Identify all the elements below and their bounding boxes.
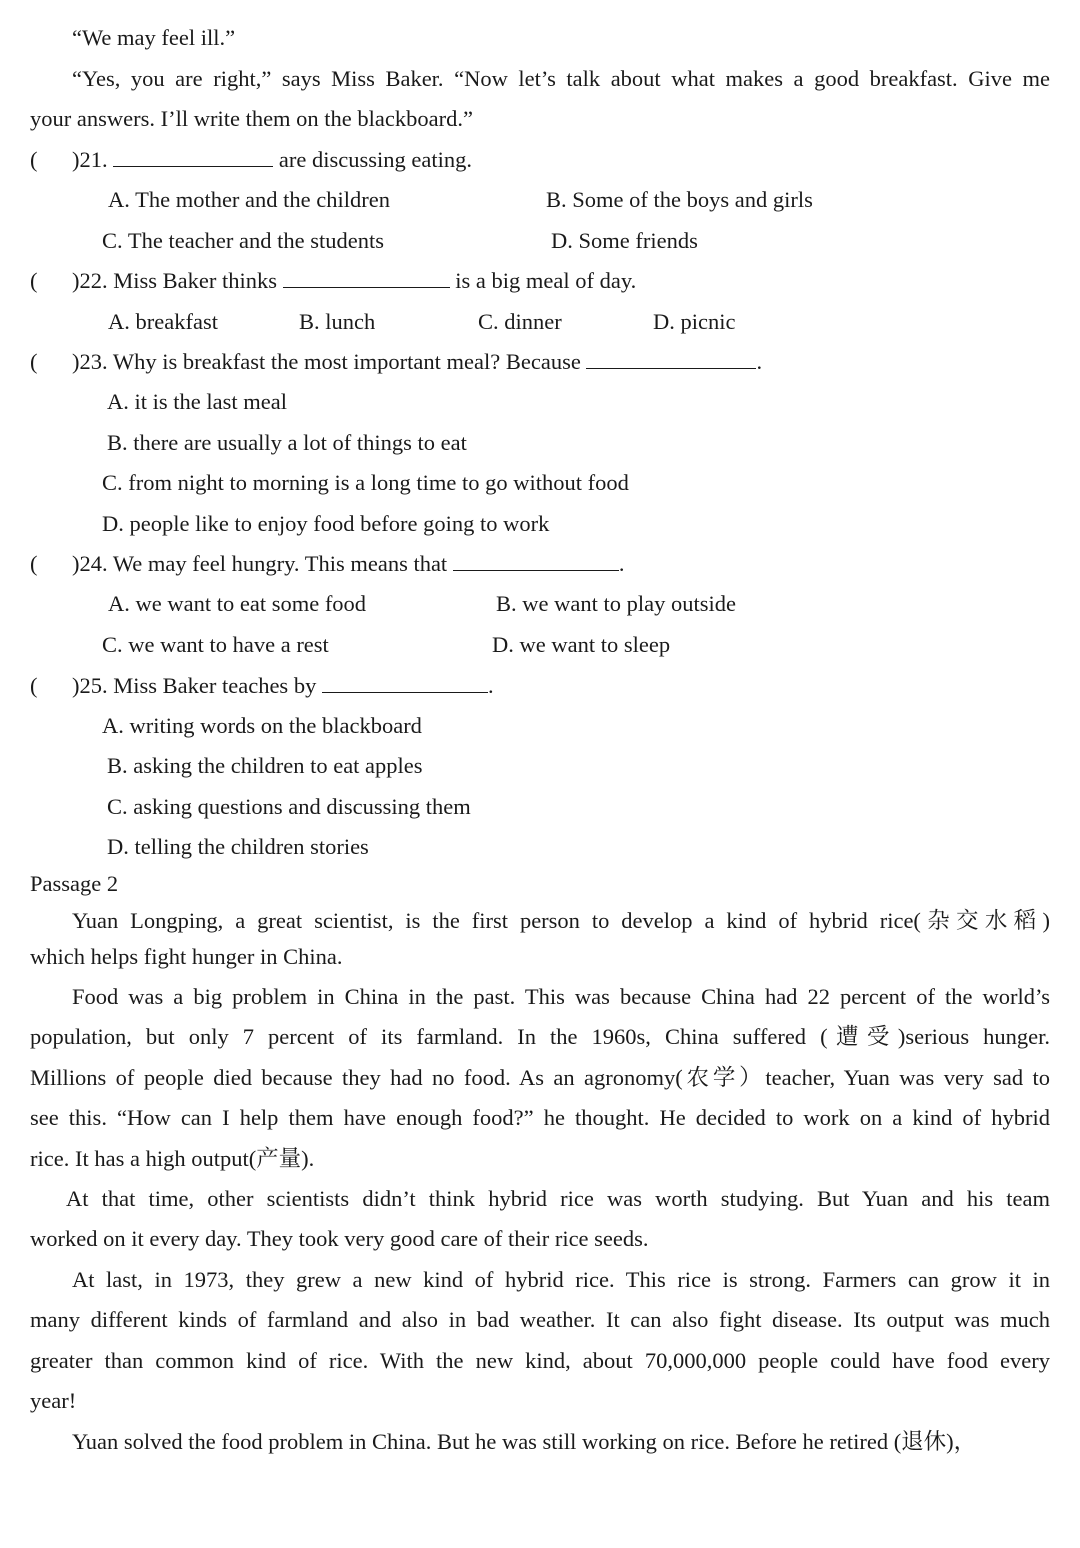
question-stem: )23. Why is breakfast the most important meal? Because — [72, 349, 581, 374]
paragraph-line: Yuan solved the food problem in China. But he was still working on rice. Before he retired (退休)， — [72, 1429, 977, 1454]
question-stem: )21. — [72, 147, 108, 172]
question-stem-tail: . — [756, 349, 763, 374]
option: D. we want to sleep — [492, 632, 671, 657]
answer-paren: ( — [30, 268, 38, 293]
question-stem-tail: are discussing eating. — [278, 147, 472, 172]
paragraph-line: see this. “How can I help them have enough food?” he thought. He decided to work on a kind of hybrid — [30, 1105, 1050, 1130]
passage-title: Passage 2 — [30, 871, 119, 896]
option: D. Some friends — [551, 228, 698, 253]
paragraph-line: Food was a big problem in China in the past. This was because China had 22 percent of the world’s — [72, 984, 1050, 1009]
option: D. telling the children stories — [107, 834, 369, 859]
option: A. The mother and the children — [108, 187, 390, 212]
option: C. we want to have a rest — [102, 632, 329, 657]
question-21 — [72, 146, 472, 174]
option: B. Some of the boys and girls — [546, 187, 813, 212]
paragraph-line: year! — [30, 1388, 77, 1413]
paragraph-line: population, but only 7 percent of its farmland. In the 1960s, China suffered (遭受)serious hunger. — [30, 1024, 1050, 1049]
option: B. there are usually a lot of things to eat — [107, 430, 467, 455]
question-stem: )24. We may feel hungry. This means that — [72, 551, 448, 576]
option: C. The teacher and the students — [102, 228, 384, 253]
question-22 — [72, 267, 636, 295]
option: D. people like to enjoy food before going to work — [102, 511, 550, 536]
paragraph-line: At last, in 1973, they grew a new kind of hybrid rice. This rice is strong. Farmers can grow it in — [72, 1267, 1050, 1292]
question-25 — [72, 672, 494, 700]
answer-blank[interactable] — [586, 350, 756, 369]
answer-blank[interactable] — [453, 552, 619, 571]
question-stem-tail: . — [487, 673, 494, 698]
option: D. picnic — [653, 309, 736, 334]
option: B. we want to play outside — [496, 591, 736, 616]
option: A. breakfast — [108, 309, 218, 334]
question-stem-tail: . — [618, 551, 625, 576]
answer-paren: ( — [30, 147, 38, 172]
answer-paren: ( — [30, 349, 38, 374]
option: C. asking questions and discussing them — [107, 794, 471, 819]
option: A. it is the last meal — [107, 389, 287, 414]
question-stem: )25. Miss Baker teaches by — [72, 673, 317, 698]
option: A. writing words on the blackboard — [102, 713, 422, 738]
option: C. from night to morning is a long time to go without food — [102, 470, 629, 495]
question-stem: )22. Miss Baker thinks — [72, 268, 277, 293]
dialogue-line: “We may feel ill.” — [72, 25, 236, 50]
paragraph-line: Millions of people died because they had no food. As an agronomy(农学）teacher, Yuan was very sad to — [30, 1065, 1050, 1090]
paragraph-line: greater than common kind of rice. With the new kind, about 70,000,000 people could have food every — [30, 1348, 1050, 1373]
option: B. lunch — [299, 309, 376, 334]
answer-paren: ( — [30, 673, 38, 698]
question-23 — [72, 348, 762, 376]
option: B. asking the children to eat apples — [107, 753, 423, 778]
answer-paren: ( — [30, 551, 38, 576]
paragraph-line: rice. It has a high output(产量). — [30, 1146, 315, 1171]
question-24 — [72, 550, 624, 578]
answer-blank[interactable] — [322, 674, 488, 693]
paragraph-line: many different kinds of farmland and also in bad weather. It can also fight disease. Its output was much — [30, 1307, 1050, 1332]
answer-blank[interactable] — [283, 269, 450, 288]
dialogue-line: “Yes, you are right,” says Miss Baker. “Now let’s talk about what makes a good breakfast. Give me — [72, 66, 1050, 91]
dialogue-line: your answers. I’ll write them on the blackboard.” — [30, 106, 473, 131]
option: C. dinner — [478, 309, 562, 334]
option: A. we want to eat some food — [108, 591, 367, 616]
paragraph-line: Yuan Longping, a great scientist, is the first person to develop a kind of hybrid rice(杂交水稻) — [72, 908, 1050, 933]
question-stem-tail: is a big meal of day. — [455, 268, 637, 293]
paragraph-line: which helps fight hunger in China. — [30, 944, 343, 969]
paragraph-line: worked on it every day. They took very good care of their rice seeds. — [30, 1226, 649, 1251]
paragraph-line: At that time, other scientists didn’t think hybrid rice was worth studying. But Yuan and his team — [66, 1186, 1050, 1211]
answer-blank[interactable] — [113, 148, 273, 167]
